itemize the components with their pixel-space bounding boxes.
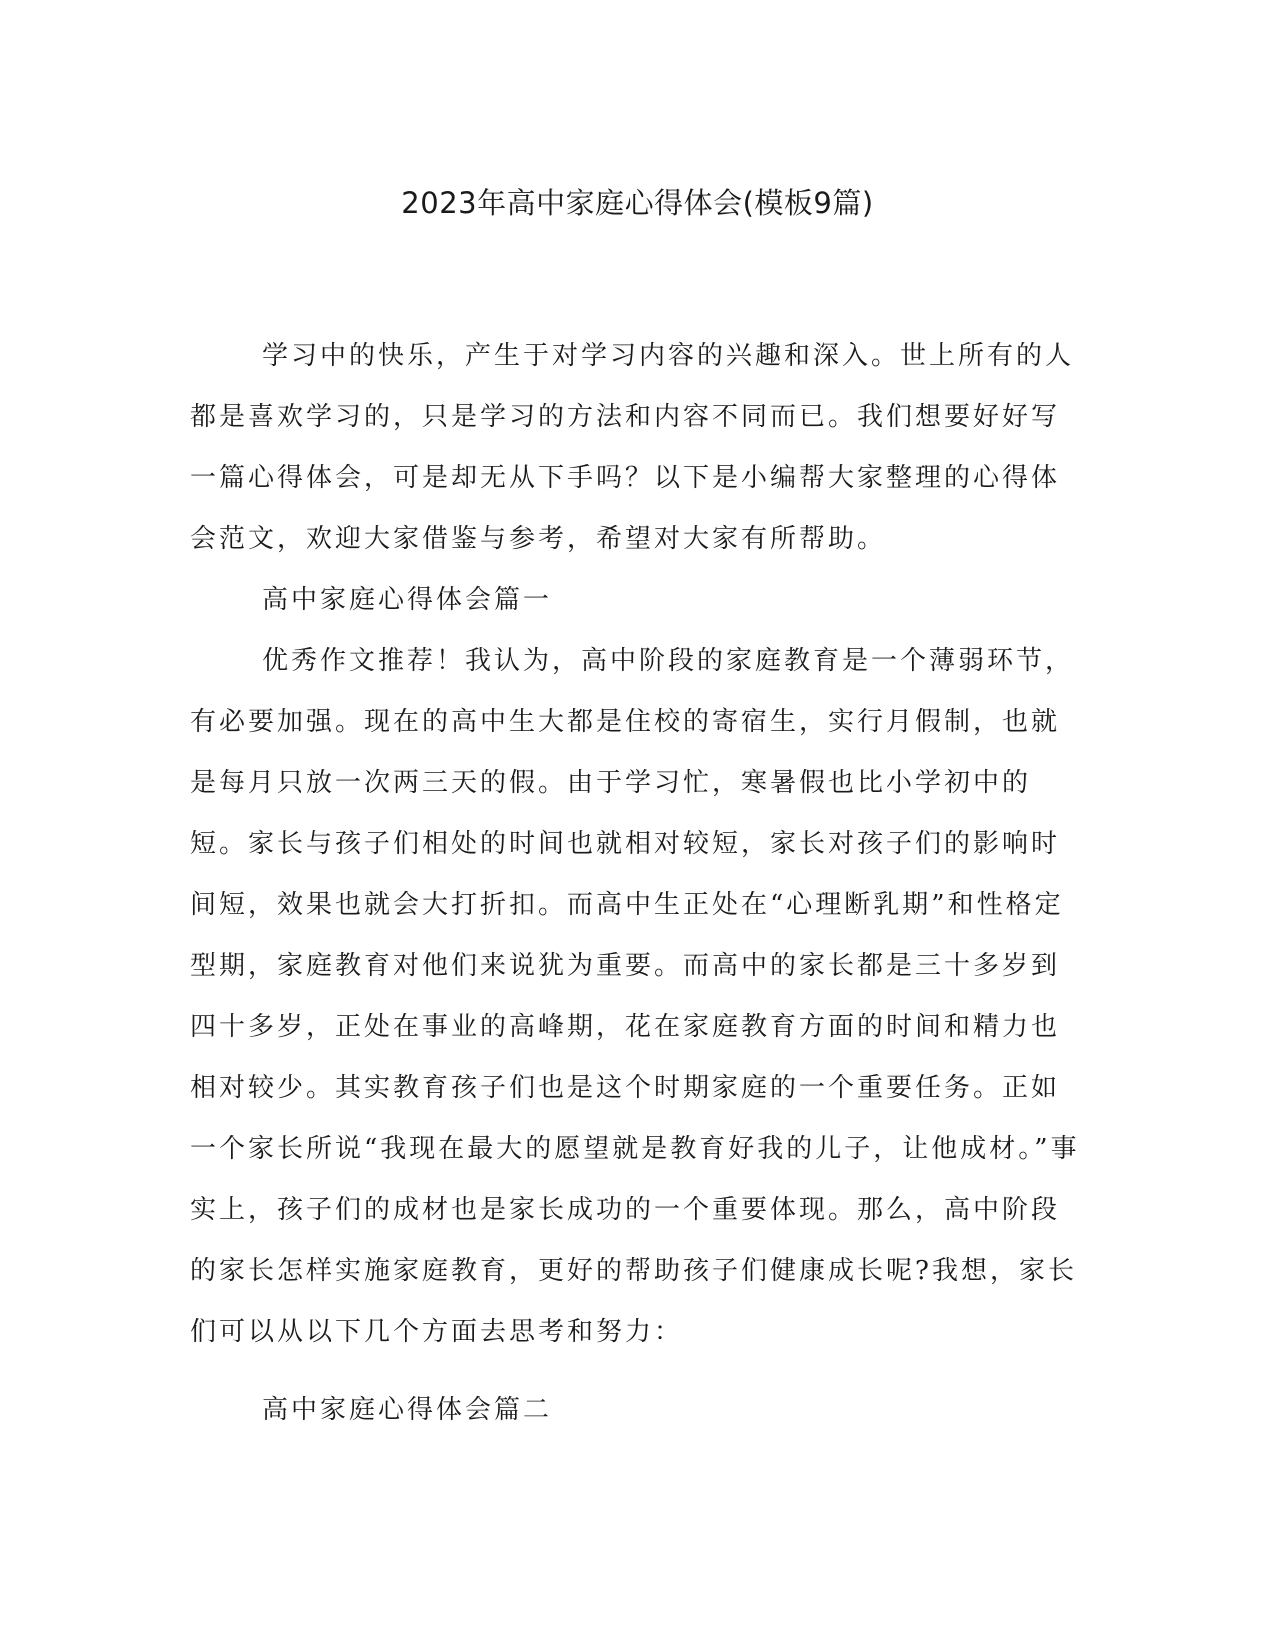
section-heading-2: 高中家庭心得体会篇二 [262,1395,553,1425]
section-heading-1: 高中家庭心得体会篇一 [262,585,553,615]
intro-paragraph: 学习中的快乐，产生于对学习内容的兴趣和深入。世上所有的人都是喜欢学习的，只是学习的方法和内容不同而已。我们想要好好写一篇心得体会，可是却无从下手吗？以下是小编帮大家整理的心得体会范文，欢迎大家借鉴与参考，希望对大家有所帮助。 [190,341,1075,554]
document-title: 2023年高中家庭心得体会(模板9篇) [401,186,874,220]
section-paragraph-1: 优秀作文推荐！我认为，高中阶段的家庭教育是一个薄弱环节，有必要加强。现在的高中生大都是住校的寄宿生，实行月假制，也就是每月只放一次两三天的假。由于学习忙，寒暑假也比小学初中的短。家长与孩子们相处的时间也就相对较短，家长对孩子们的影响时间短，效果也就会大打折扣。而高中生正处在“心理断乳期”和性格定型期，家庭教育对他们来说犹为重要。而高中的家长都是三十多岁到四十多岁，正处在事业的高峰期，花在家庭教育方面的时间和精力也相对较少。其实教育孩子们也是这个时期家庭的一个重要任务。正如一个家长所说“我现在最大的愿望就是教育好我的儿子，让他成材。”事实上，孩子们的成材也是家长成功的一个重要体现。那么，高中阶段的家长怎样实施家庭教育，更好的帮助孩子们健康成长呢?我想，家长们可以从以下几个方面去思考和努力： [190,646,1080,1347]
document-body [190,326,1080,1441]
paragraph-gap [190,1363,1080,1380]
